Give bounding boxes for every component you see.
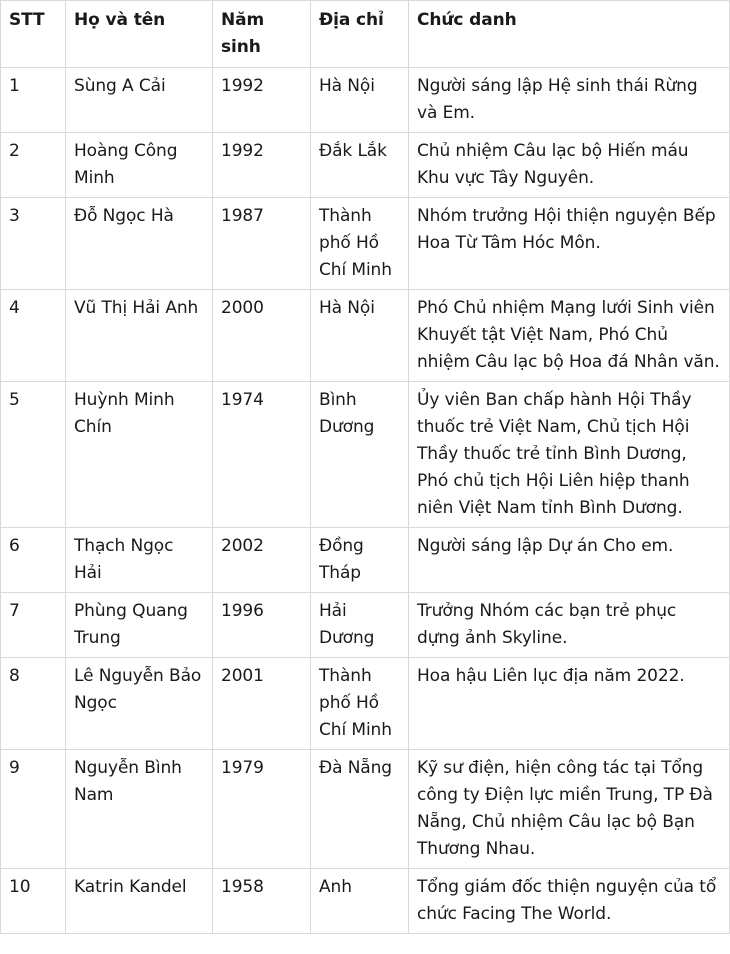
cell-name: Thạch Ngọc Hải: [66, 528, 213, 593]
header-title: Chức danh: [409, 1, 730, 68]
cell-name: Lê Nguyễn Bảo Ngọc: [66, 658, 213, 750]
cell-title: Người sáng lập Dự án Cho em.: [409, 528, 730, 593]
header-name: Họ và tên: [66, 1, 213, 68]
header-birth-year: Năm sinh: [213, 1, 311, 68]
cell-name: Hoàng Công Minh: [66, 133, 213, 198]
cell-address: Hải Dương: [311, 593, 409, 658]
cell-title: Ủy viên Ban chấp hành Hội Thầy thuốc trẻ Việt Nam, Chủ tịch Hội Thầy thuốc trẻ tỉnh Bình Dương, Phó chủ tịch Hội Liên hiệp thanh niên Việt Nam tỉnh Bình Dương.: [409, 382, 730, 528]
cell-name: Katrin Kandel: [66, 869, 213, 934]
cell-name: Nguyễn Bình Nam: [66, 750, 213, 869]
cell-title: Trưởng Nhóm các bạn trẻ phục dựng ảnh Skyline.: [409, 593, 730, 658]
cell-birth-year: 1958: [213, 869, 311, 934]
cell-stt: 10: [1, 869, 66, 934]
cell-title: Tổng giám đốc thiện nguyện của tổ chức Facing The World.: [409, 869, 730, 934]
cell-stt: 4: [1, 290, 66, 382]
table-row: [1, 593, 730, 658]
cell-address: Đồng Tháp: [311, 528, 409, 593]
cell-birth-year: 1992: [213, 133, 311, 198]
cell-birth-year: 2001: [213, 658, 311, 750]
cell-address: Bình Dương: [311, 382, 409, 528]
table-row: [1, 133, 730, 198]
header-stt: STT: [1, 1, 66, 68]
cell-stt: 1: [1, 68, 66, 133]
cell-birth-year: 1992: [213, 68, 311, 133]
cell-stt: 2: [1, 133, 66, 198]
cell-stt: 6: [1, 528, 66, 593]
cell-address: Thành phố Hồ Chí Minh: [311, 198, 409, 290]
table-row: [1, 290, 730, 382]
cell-name: Đỗ Ngọc Hà: [66, 198, 213, 290]
cell-title: Phó Chủ nhiệm Mạng lưới Sinh viên Khuyết tật Việt Nam, Phó Chủ nhiệm Câu lạc bộ Hoa đá Nhân văn.: [409, 290, 730, 382]
table-body: [1, 68, 730, 934]
cell-birth-year: 1974: [213, 382, 311, 528]
cell-birth-year: 1996: [213, 593, 311, 658]
table-row: [1, 869, 730, 934]
cell-birth-year: 1979: [213, 750, 311, 869]
cell-birth-year: 2002: [213, 528, 311, 593]
table-header: [1, 1, 730, 68]
table-row: [1, 528, 730, 593]
table-row: [1, 198, 730, 290]
cell-title: Nhóm trưởng Hội thiện nguyện Bếp Hoa Từ Tâm Hóc Môn.: [409, 198, 730, 290]
table-row: [1, 382, 730, 528]
cell-stt: 9: [1, 750, 66, 869]
header-row: [1, 1, 730, 68]
cell-stt: 3: [1, 198, 66, 290]
cell-address: Hà Nội: [311, 290, 409, 382]
header-address: Địa chỉ: [311, 1, 409, 68]
cell-title: Hoa hậu Liên lục địa năm 2022.: [409, 658, 730, 750]
cell-name: Phùng Quang Trung: [66, 593, 213, 658]
cell-address: Đắk Lắk: [311, 133, 409, 198]
cell-address: Hà Nội: [311, 68, 409, 133]
cell-title: Người sáng lập Hệ sinh thái Rừng và Em.: [409, 68, 730, 133]
cell-stt: 8: [1, 658, 66, 750]
cell-name: Huỳnh Minh Chín: [66, 382, 213, 528]
cell-address: Thành phố Hồ Chí Minh: [311, 658, 409, 750]
table-row: [1, 68, 730, 133]
cell-title: Chủ nhiệm Câu lạc bộ Hiến máu Khu vực Tây Nguyên.: [409, 133, 730, 198]
table-row: [1, 750, 730, 869]
cell-name: Sùng A Cải: [66, 68, 213, 133]
cell-stt: 5: [1, 382, 66, 528]
cell-birth-year: 2000: [213, 290, 311, 382]
cell-stt: 7: [1, 593, 66, 658]
cell-title: Kỹ sư điện, hiện công tác tại Tổng công ty Điện lực miền Trung, TP Đà Nẵng, Chủ nhiệm Câu lạc bộ Bạn Thương Nhau.: [409, 750, 730, 869]
cell-address: Đà Nẵng: [311, 750, 409, 869]
cell-name: Vũ Thị Hải Anh: [66, 290, 213, 382]
cell-birth-year: 1987: [213, 198, 311, 290]
cell-address: Anh: [311, 869, 409, 934]
table-row: [1, 658, 730, 750]
